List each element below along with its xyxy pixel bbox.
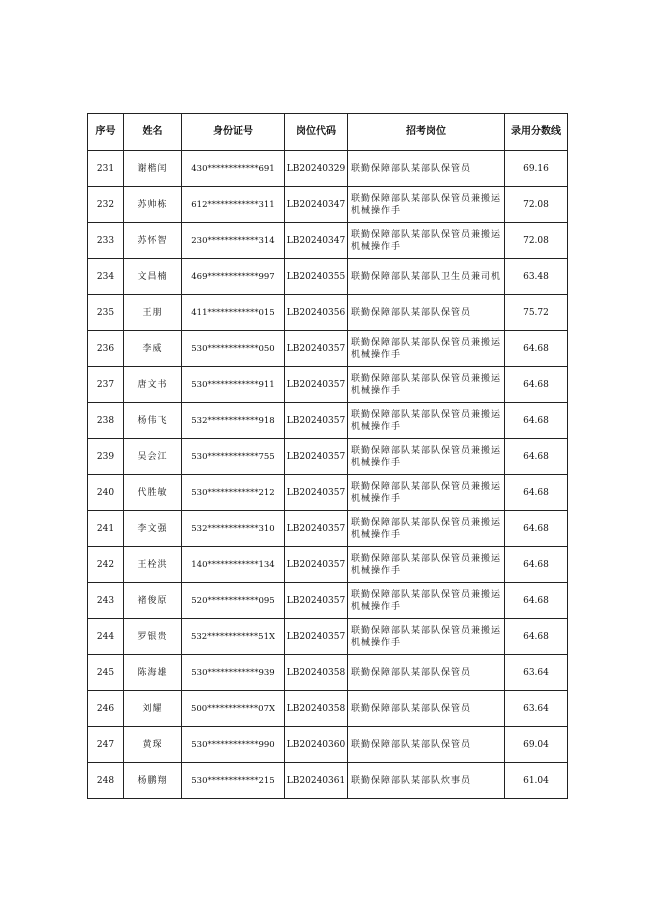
cell-name: 文昌楠 — [124, 259, 182, 295]
table-row — [88, 187, 568, 223]
cell-name: 杨鹏翔 — [124, 763, 182, 799]
cell-score: 72.08 — [505, 187, 568, 223]
cell-seq: 236 — [88, 331, 124, 367]
cell-score: 72.08 — [505, 223, 568, 259]
cell-seq: 237 — [88, 367, 124, 403]
cell-code: LB20240347 — [285, 223, 348, 259]
cell-id: 532************51X — [182, 619, 285, 655]
cell-seq: 246 — [88, 691, 124, 727]
cell-id: 612************311 — [182, 187, 285, 223]
cell-name: 李威 — [124, 331, 182, 367]
cell-score: 63.64 — [505, 691, 568, 727]
cell-id: 469************997 — [182, 259, 285, 295]
cell-code: LB20240355 — [285, 259, 348, 295]
cell-code: LB20240357 — [285, 547, 348, 583]
cell-code: LB20240357 — [285, 511, 348, 547]
table-row — [88, 691, 568, 727]
cell-name: 陈海雄 — [124, 655, 182, 691]
cell-seq: 241 — [88, 511, 124, 547]
cell-score: 63.48 — [505, 259, 568, 295]
cell-id: 530************755 — [182, 439, 285, 475]
cell-position: 联勤保障部队某部队保管员兼搬运机械操作手 — [348, 187, 505, 223]
cell-code: LB20240357 — [285, 619, 348, 655]
cell-seq: 238 — [88, 403, 124, 439]
cell-id: 500************07X — [182, 691, 285, 727]
cell-code: LB20240357 — [285, 583, 348, 619]
cell-seq: 244 — [88, 619, 124, 655]
cell-name: 唐文书 — [124, 367, 182, 403]
table-header-row — [88, 114, 568, 151]
cell-code: LB20240361 — [285, 763, 348, 799]
cell-seq: 233 — [88, 223, 124, 259]
cell-position: 联勤保障部队某部队保管员兼搬运机械操作手 — [348, 403, 505, 439]
cell-seq: 234 — [88, 259, 124, 295]
cell-seq: 245 — [88, 655, 124, 691]
cell-score: 69.04 — [505, 727, 568, 763]
cell-position: 联勤保障部队某部队保管员 — [348, 691, 505, 727]
cell-position: 联勤保障部队某部队保管员 — [348, 151, 505, 187]
cell-score: 69.16 — [505, 151, 568, 187]
table-row — [88, 439, 568, 475]
cell-id: 411************015 — [182, 295, 285, 331]
cell-score: 63.64 — [505, 655, 568, 691]
cell-position: 联勤保障部队某部队炊事员 — [348, 763, 505, 799]
table-row — [88, 547, 568, 583]
cell-score: 64.68 — [505, 367, 568, 403]
cell-position: 联勤保障部队某部队保管员兼搬运机械操作手 — [348, 475, 505, 511]
cell-code: LB20240357 — [285, 367, 348, 403]
cell-id: 532************918 — [182, 403, 285, 439]
cell-name: 吴会江 — [124, 439, 182, 475]
table-row — [88, 727, 568, 763]
cell-seq: 247 — [88, 727, 124, 763]
cell-name: 代胜敏 — [124, 475, 182, 511]
cell-id: 530************911 — [182, 367, 285, 403]
cell-name: 苏帅栋 — [124, 187, 182, 223]
cell-id: 520************095 — [182, 583, 285, 619]
cell-position: 联勤保障部队某部队保管员兼搬运机械操作手 — [348, 619, 505, 655]
cell-code: LB20240357 — [285, 331, 348, 367]
cell-position: 联勤保障部队某部队保管员 — [348, 727, 505, 763]
header-seq: 序号 — [88, 114, 124, 151]
cell-name: 杨伟飞 — [124, 403, 182, 439]
cell-position: 联勤保障部队某部队保管员 — [348, 295, 505, 331]
cell-position: 联勤保障部队某部队保管员兼搬运机械操作手 — [348, 331, 505, 367]
table-row — [88, 511, 568, 547]
cell-id: 530************050 — [182, 331, 285, 367]
cell-name: 王朋 — [124, 295, 182, 331]
cell-score: 64.68 — [505, 547, 568, 583]
table-row — [88, 331, 568, 367]
table-row — [88, 655, 568, 691]
cell-score: 64.68 — [505, 439, 568, 475]
cell-id: 532************310 — [182, 511, 285, 547]
cell-name: 谢楷闰 — [124, 151, 182, 187]
table-row — [88, 619, 568, 655]
cell-score: 61.04 — [505, 763, 568, 799]
table-row — [88, 583, 568, 619]
cell-score: 64.68 — [505, 403, 568, 439]
table-row — [88, 151, 568, 187]
cell-id: 530************939 — [182, 655, 285, 691]
cell-score: 64.68 — [505, 475, 568, 511]
cell-seq: 243 — [88, 583, 124, 619]
cell-seq: 231 — [88, 151, 124, 187]
table-row — [88, 259, 568, 295]
cell-name: 苏怀智 — [124, 223, 182, 259]
cell-seq: 248 — [88, 763, 124, 799]
table-row — [88, 475, 568, 511]
cell-code: LB20240357 — [285, 403, 348, 439]
cell-position: 联勤保障部队某部队保管员兼搬运机械操作手 — [348, 511, 505, 547]
header-name: 姓名 — [124, 114, 182, 151]
cell-position: 联勤保障部队某部队保管员兼搬运机械操作手 — [348, 367, 505, 403]
cell-score: 64.68 — [505, 619, 568, 655]
cell-seq: 240 — [88, 475, 124, 511]
cell-seq: 235 — [88, 295, 124, 331]
cell-score: 64.68 — [505, 331, 568, 367]
cell-position: 联勤保障部队某部队保管员兼搬运机械操作手 — [348, 223, 505, 259]
header-score: 录用分数线 — [505, 114, 568, 151]
cell-seq: 232 — [88, 187, 124, 223]
cell-score: 64.68 — [505, 511, 568, 547]
cell-position: 联勤保障部队某部队保管员兼搬运机械操作手 — [348, 547, 505, 583]
cell-score: 75.72 — [505, 295, 568, 331]
cell-code: LB20240356 — [285, 295, 348, 331]
cell-id: 140************134 — [182, 547, 285, 583]
cell-code: LB20240357 — [285, 439, 348, 475]
cell-position: 联勤保障部队某部队卫生员兼司机 — [348, 259, 505, 295]
cell-score: 64.68 — [505, 583, 568, 619]
table-row — [88, 403, 568, 439]
table-row — [88, 295, 568, 331]
table-row — [88, 223, 568, 259]
table-body — [88, 151, 568, 799]
cell-position: 联勤保障部队某部队保管员兼搬运机械操作手 — [348, 439, 505, 475]
cell-code: LB20240347 — [285, 187, 348, 223]
cell-code: LB20240358 — [285, 691, 348, 727]
cell-name: 黄琛 — [124, 727, 182, 763]
cell-name: 褚俊原 — [124, 583, 182, 619]
cell-id: 530************215 — [182, 763, 285, 799]
cell-id: 430************691 — [182, 151, 285, 187]
cell-code: LB20240360 — [285, 727, 348, 763]
cell-id: 530************990 — [182, 727, 285, 763]
cell-name: 王栓洪 — [124, 547, 182, 583]
cell-position: 联勤保障部队某部队保管员 — [348, 655, 505, 691]
cell-name: 李文强 — [124, 511, 182, 547]
cell-id: 530************212 — [182, 475, 285, 511]
header-id: 身份证号 — [182, 114, 285, 151]
score-table — [87, 113, 568, 799]
cell-seq: 239 — [88, 439, 124, 475]
cell-position: 联勤保障部队某部队保管员兼搬运机械操作手 — [348, 583, 505, 619]
cell-name: 刘耀 — [124, 691, 182, 727]
header-position: 招考岗位 — [348, 114, 505, 151]
cell-code: LB20240357 — [285, 475, 348, 511]
cell-code: LB20240329 — [285, 151, 348, 187]
header-code: 岗位代码 — [285, 114, 348, 151]
cell-seq: 242 — [88, 547, 124, 583]
table-row — [88, 367, 568, 403]
cell-name: 罗银贵 — [124, 619, 182, 655]
table-row — [88, 763, 568, 799]
cell-id: 230************314 — [182, 223, 285, 259]
cell-code: LB20240358 — [285, 655, 348, 691]
